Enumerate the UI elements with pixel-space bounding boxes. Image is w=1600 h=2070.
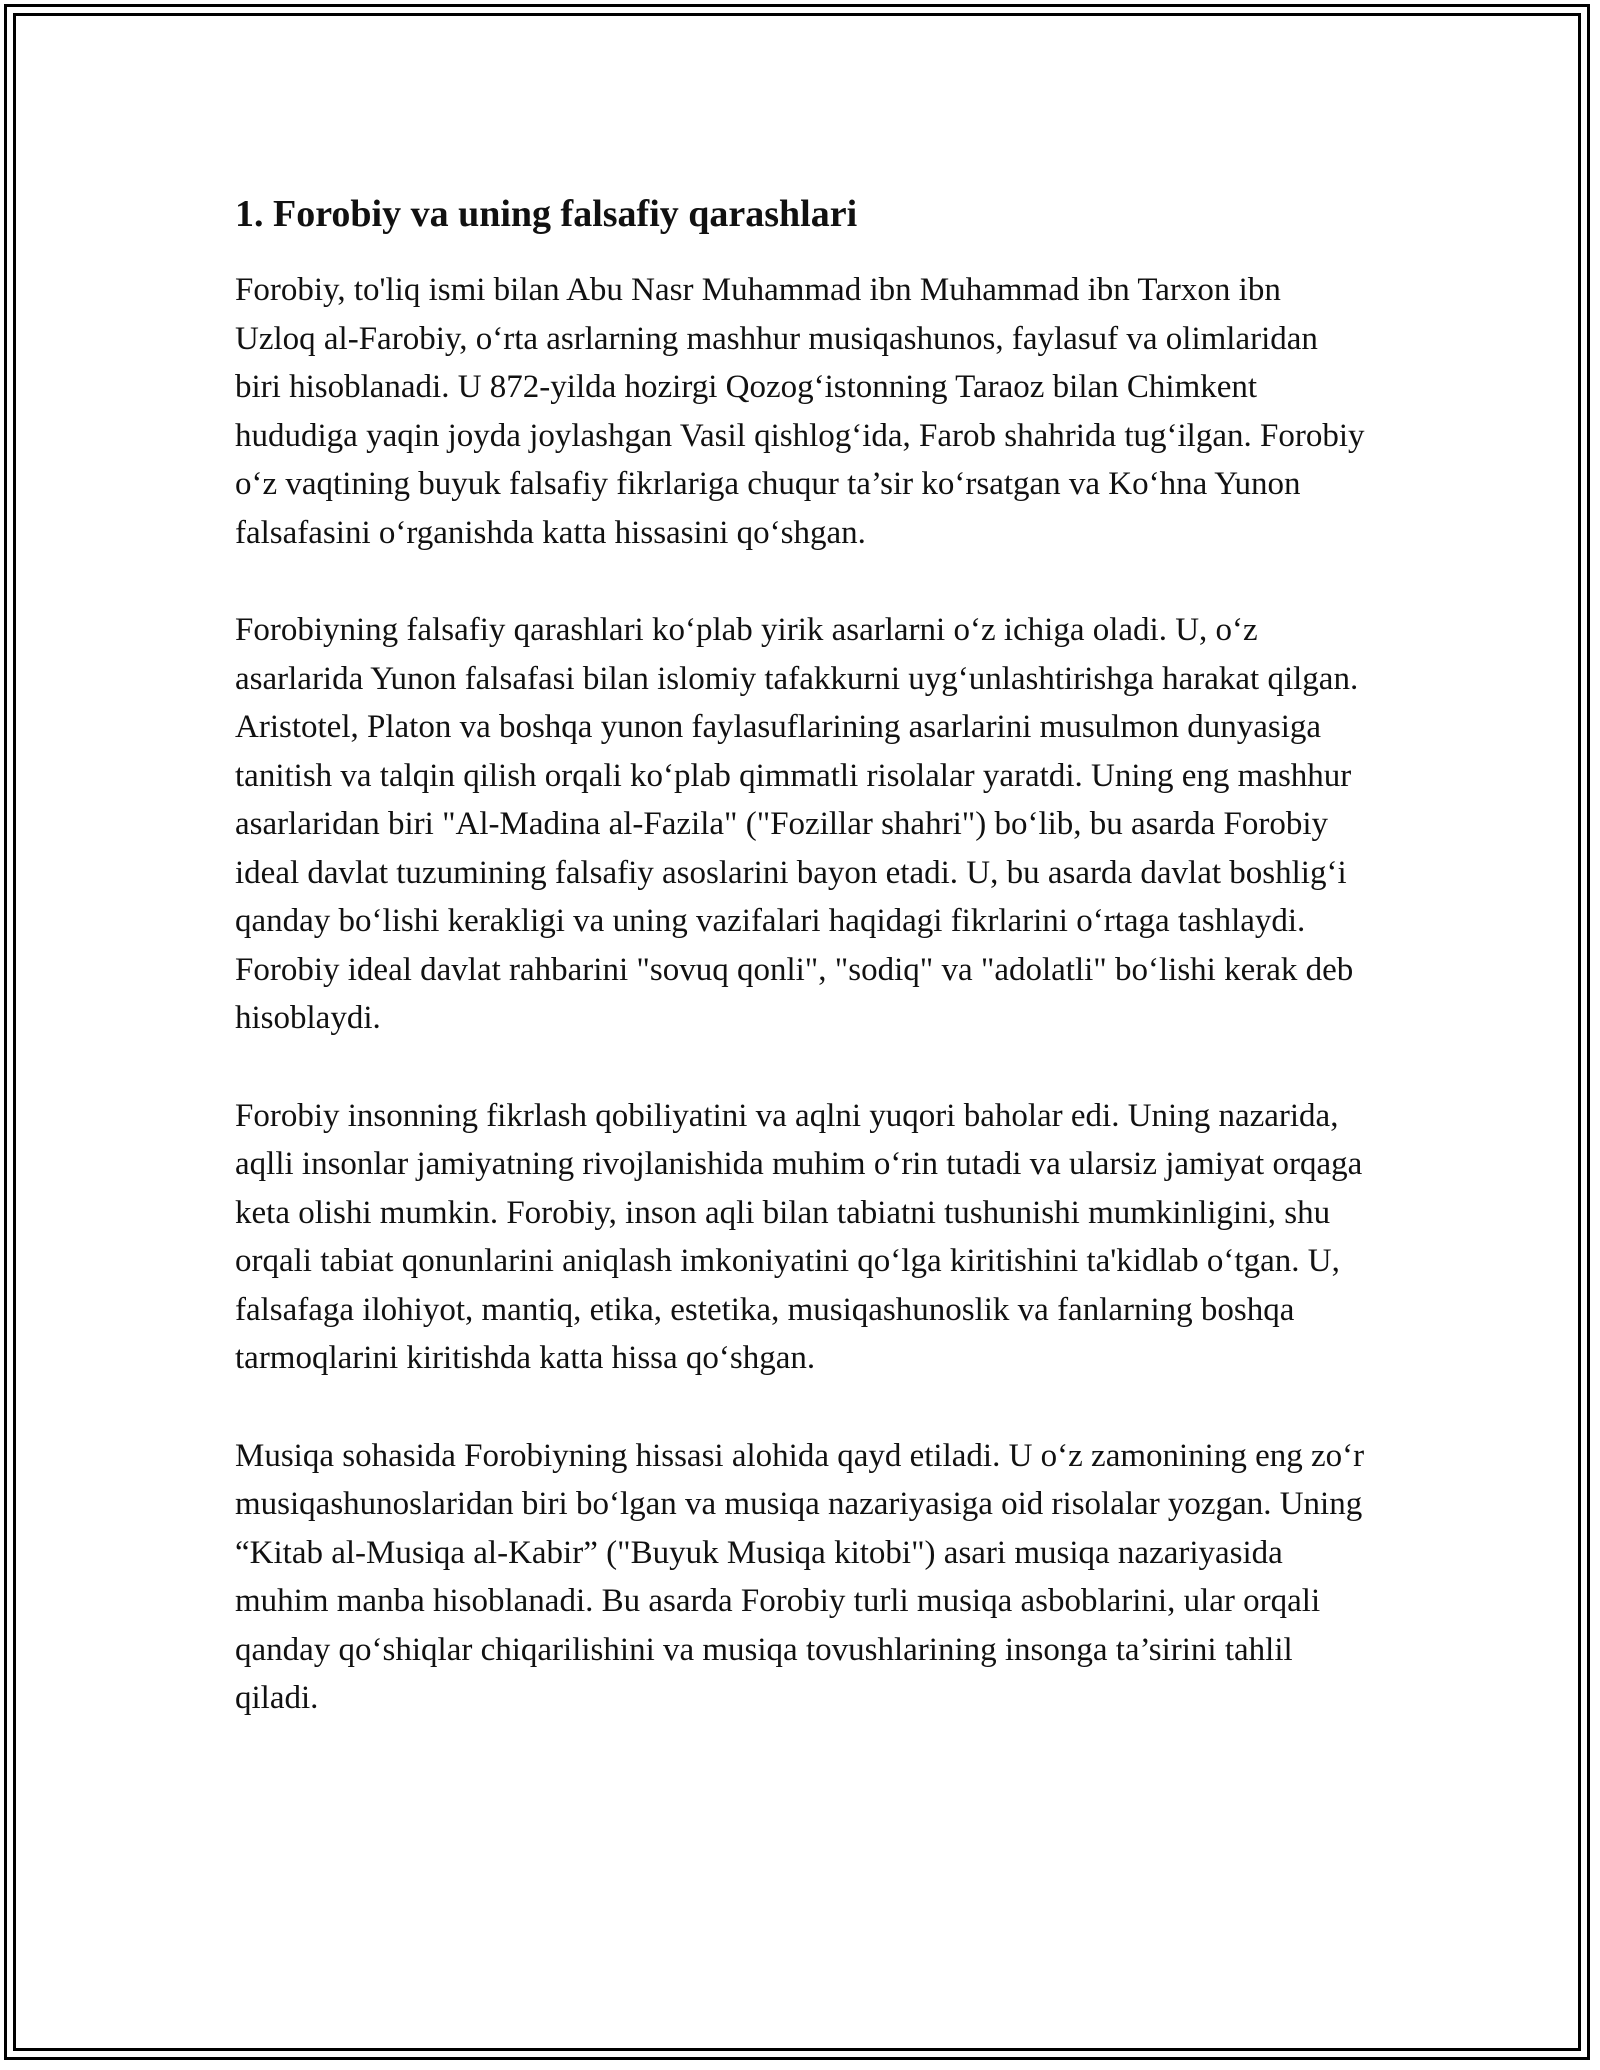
paragraph-1: Forobiy, to'liq ismi bilan Abu Nasr Muhammad ibn Muhammad ibn Tarxon ibn Uzloq al-Farobiy, o‘rta asrlarning mashhur musiqashunos, faylasuf va olimlaridan biri hisoblanadi. U 872-yilda hozirgi Qozog‘istonning Taraoz bilan Chimkent hududiga yaqin joyda joylashgan Vasil qishlog‘ida, Farob shahrida tug‘ilgan. Forobiy o‘z vaqtining buyuk falsafiy fikrlariga chuqur ta’sir ko‘rsatgan va Ko‘hna Yunon falsafasini o‘rganishda katta hissasini qo‘shgan.: [235, 272, 1365, 551]
paragraph-4: Musiqa sohasida Forobiyning hissasi alohida qayd etiladi. U o‘z zamonining eng zo‘r musiqashunoslaridan biri bo‘lgan va musiqa nazariyasiga oid risolalar yozgan. Uning “Kitab al-Musiqa al-Kabir” ("Buyuk Musiqa kitobi") asari musiqa nazariyasida muhim manba hisoblanadi. Bu asarda Forobiy turli musiqa asboblarini, ular orqali qanday qo‘shiqlar chiqarilishini va musiqa tovushlarining insonga ta’sirini tahlil qiladi.: [235, 1437, 1365, 1716]
document-title: 1. Forobiy va uning falsafiy qarashlari: [235, 193, 858, 235]
document-body: [235, 188, 1365, 1772]
paragraph-2: Forobiyning falsafiy qarashlari ko‘plab yirik asarlarni o‘z ichiga oladi. U, o‘z asarlarida Yunon falsafasi bilan islomiy tafakkurni uyg‘unlashtirishga harakat qilgan. Aristotel, Platon va boshqa yunon faylasuflarining asarlarini musulmon dunyasiga tanitish va talqin qilish orqali ko‘plab qimmatli risolalar yaratdi. Uning eng mashhur asarlaridan biri "Al-Madina al-Fazila" ("Fozillar shahri") bo‘lib, bu asarda Forobiy ideal davlat tuzumining falsafiy asoslarini bayon etadi. U, bu asarda davlat boshlig‘i qanday bo‘lishi kerakligi va uning vazifalari haqidagi fikrlarini o‘rtaga tashlaydi. Forobiy ideal davlat rahbarini "sovuq qonli", "sodiq" va "adolatli" bo‘lishi kerak deb hisoblaydi.: [235, 612, 1359, 1036]
paragraph-3: Forobiy insonning fikrlash qobiliyatini va aqlni yuqori baholar edi. Uning nazarida, aqlli insonlar jamiyatning rivojlanishida muhim o‘rin tutadi va ularsiz jamiyat orqaga keta olishi mumkin. Forobiy, inson aqli bilan tabiatni tushunishi mumkinligini, shu orqali tabiat qonunlarini aniqlash imkoniyatini qo‘lga kiritishini ta'kidlab o‘tgan. U, falsafaga ilohiyot, mantiq, etika, estetika, musiqashunoslik va fanlarning boshqa tarmoqlarini kiritishda katta hissa qo‘shgan.: [235, 1097, 1363, 1376]
